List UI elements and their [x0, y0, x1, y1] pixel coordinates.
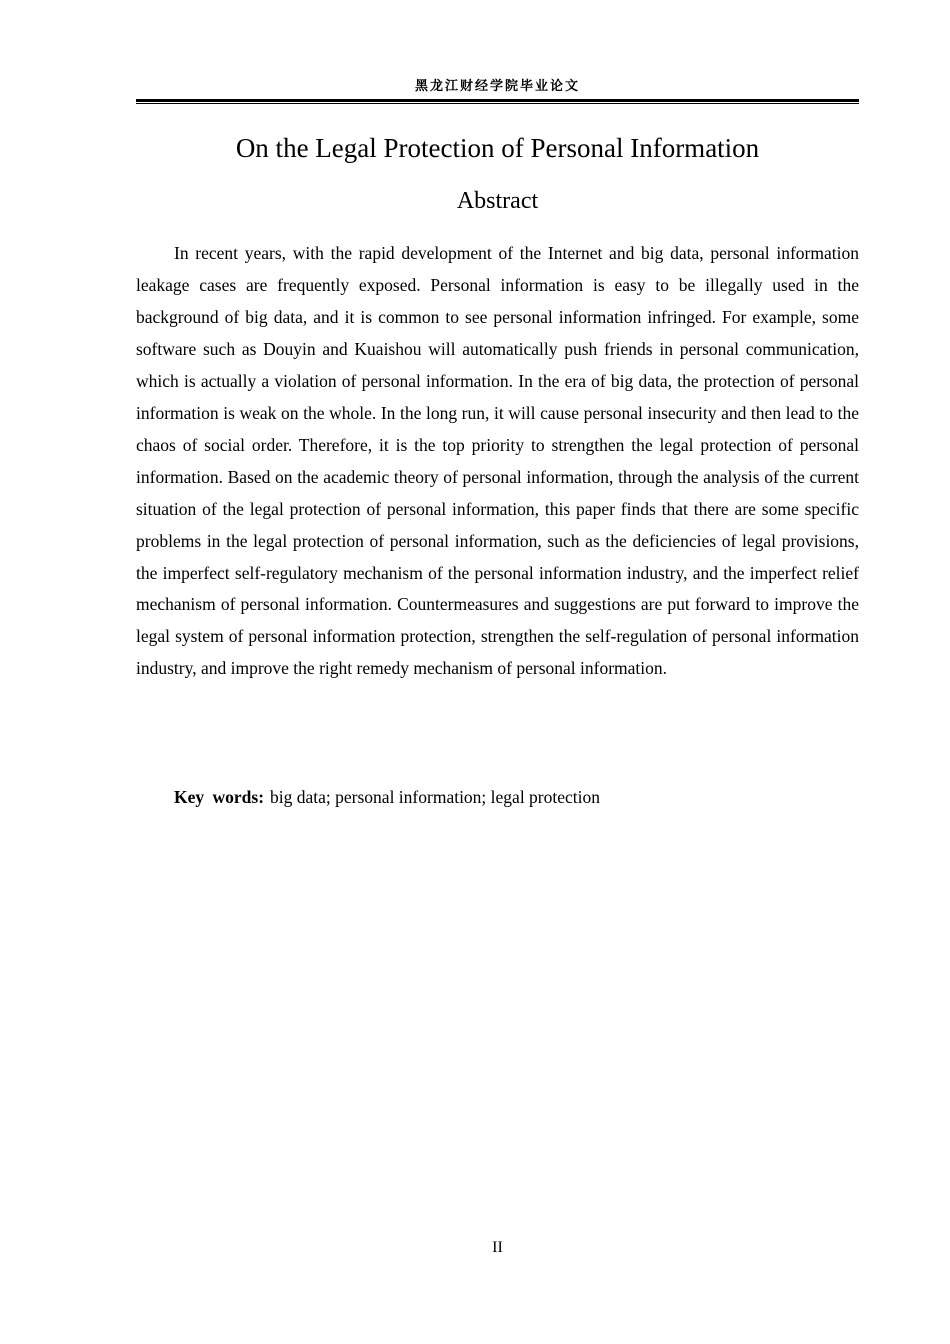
abstract-body: In recent years, with the rapid development of the Internet and big data, personal information leakage cases are frequently exposed. Personal information is easy to be illegally used in the background of big data, and it is common to see personal information infringed. For example, some software such as Douyin and Kuaishou will automatically push friends in personal communication, which is actually a violation of personal information. In the era of big data, the protection of personal information is weak on the whole. In the long run, it will cause personal insecurity and then lead to the chaos of social order. Therefore, it is the top priority to strengthen the legal protection of personal information. Based on the academic theory of personal information, through the analysis of the current situation of the legal protection of personal information, this paper finds that there are some specific problems in the legal protection of personal information, such as the deficiencies of legal provisions, the imperfect self-regulatory mechanism of the personal information industry, and the imperfect relief mechanism of personal information. Countermeasures and suggestions are put forward to improve the legal system of personal information protection, strengthen the self-regulation of personal information industry, and improve the right remedy mechanism of personal information.: [136, 243, 859, 679]
header-rule-thick: [136, 99, 859, 102]
abstract-heading: Abstract: [456, 188, 539, 214]
header-rule-thin: [136, 103, 859, 104]
page-number: II: [492, 1239, 503, 1256]
keywords-line: [174, 782, 859, 812]
running-header: 黑龙江财经学院毕业论文: [414, 79, 580, 94]
paper-title: On the Legal Protection of Personal Information: [235, 133, 760, 163]
keywords-label: Key words:: [174, 787, 265, 807]
header-rule: [136, 99, 859, 105]
keywords-values: big data; personal information; legal protection: [270, 787, 601, 807]
